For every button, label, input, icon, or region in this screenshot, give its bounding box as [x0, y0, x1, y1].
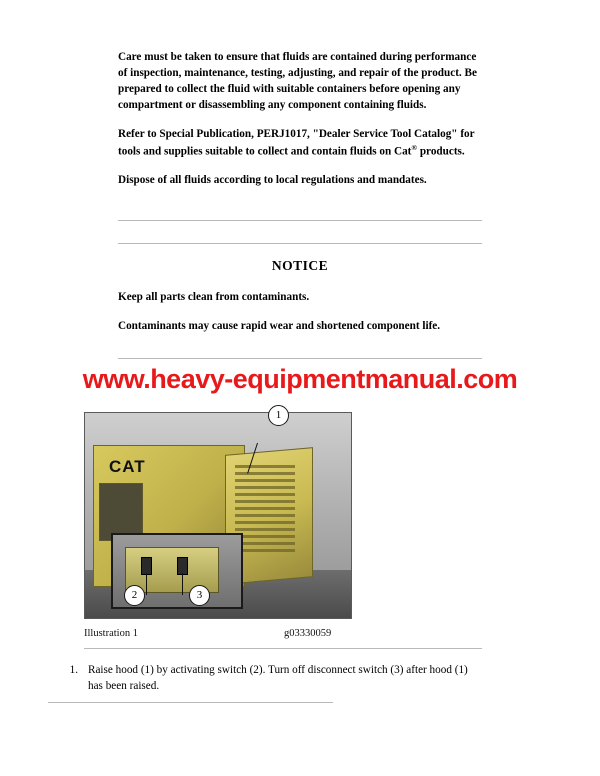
step-text: Raise hood (1) by activating switch (2). Turn off disconnect switch (3) after hood (1) has been raised. — [88, 664, 468, 693]
paragraph-dispose-fluids: Dispose of all fluids according to local regulations and mandates. — [118, 174, 427, 187]
notice-line-2: Contaminants may cause rapid wear and shortened component life. — [118, 319, 441, 332]
pointer-line-3 — [182, 573, 183, 595]
step-number: 1. — [69, 664, 78, 676]
procedure-step-1 — [62, 662, 482, 694]
notice-line-1: Keep all parts clean from contaminants. — [118, 291, 310, 304]
callout-2: 2 — [124, 585, 145, 606]
divider-caption — [84, 648, 482, 649]
divider-notice-top — [118, 243, 482, 244]
paragraph-special-publication-suffix: products. — [417, 145, 465, 158]
paragraph-special-publication-text: Refer to Special Publication, PERJ1017, "Dealer Service Tool Catalog" for tools and supplies suitable to collect and contain fluids on Cat — [118, 127, 475, 158]
paragraph-special-publication — [118, 127, 482, 161]
watermark-text: www.heavy-equipmentmanual.com — [82, 364, 518, 394]
notice-title: NOTICE — [271, 258, 329, 274]
hood-grille — [235, 465, 295, 557]
illustration-image — [84, 412, 352, 619]
divider-bottom — [48, 702, 333, 703]
illustration-label: Illustration 1 — [84, 628, 138, 639]
divider-notice-bottom — [118, 358, 482, 359]
document-body — [118, 50, 482, 359]
paragraph-fluid-containment: Care must be taken to ensure that fluids are contained during performance of inspection, maintenance, testing, adjusting, and repair of the product. Be prepared to collect the fluid with suitable containers before opening any compartment or disassembling any component containing fluids. — [118, 51, 477, 111]
registered-mark-icon: ® — [411, 142, 418, 152]
illustration-id: g03330059 — [284, 628, 332, 639]
pointer-line-2 — [146, 573, 147, 595]
callout-1: 1 — [268, 405, 289, 426]
callout-3: 3 — [189, 585, 210, 606]
cat-logo: CAT — [109, 457, 146, 476]
